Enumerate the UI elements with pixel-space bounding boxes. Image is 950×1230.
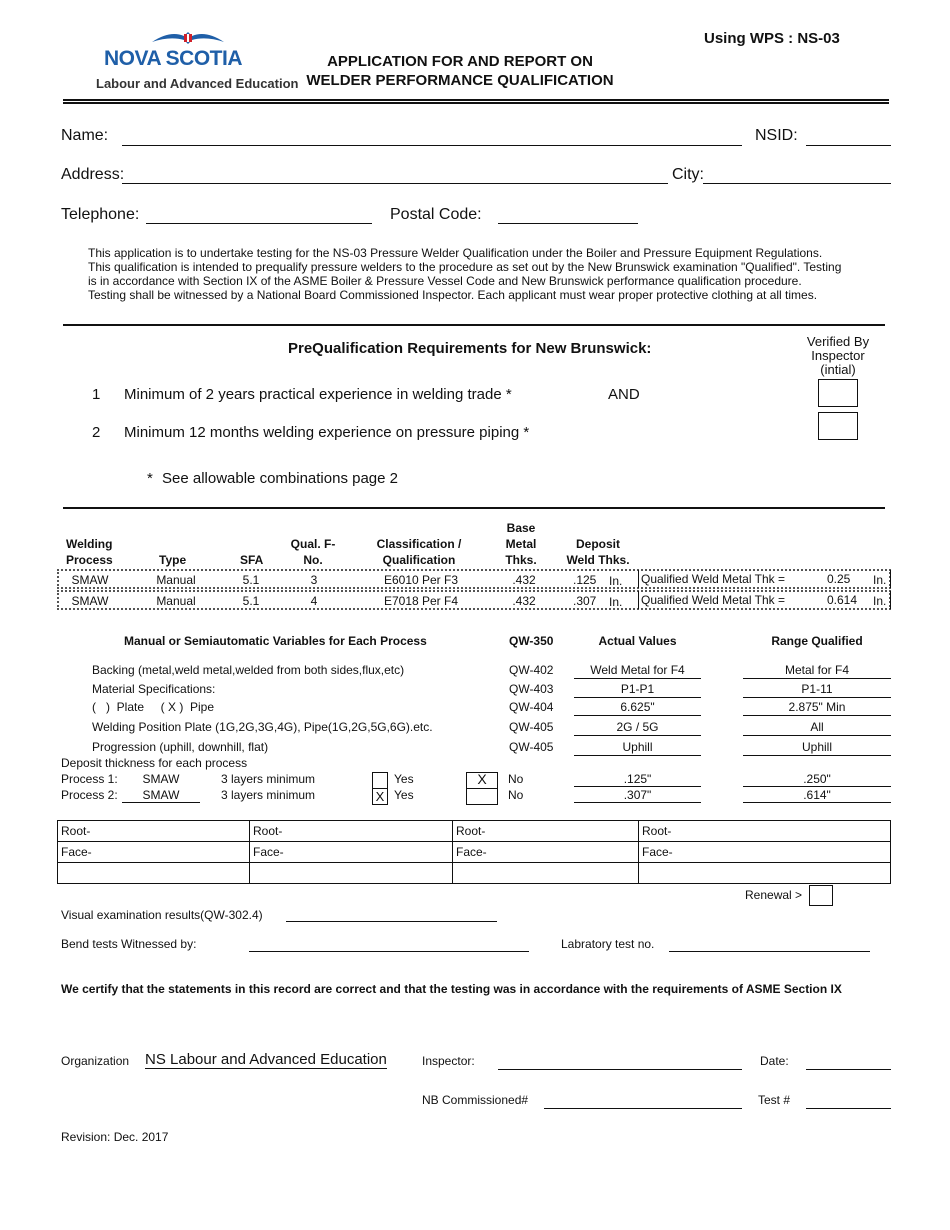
- col-sfa: SFA: [240, 553, 264, 567]
- address-label: Address:: [61, 166, 125, 183]
- verified-line-3: (intial): [820, 362, 856, 377]
- variable-qw: QW-404: [509, 700, 554, 714]
- variable-label: Welding Position Plate (1G,2G,3G,4G), Pipe(1G,2G,5G,6G).etc.: [92, 720, 433, 734]
- variable-actual[interactable]: 6.625": [574, 700, 701, 716]
- variable-qw: QW-403: [509, 682, 554, 696]
- inspector-field[interactable]: [498, 1054, 742, 1070]
- postal-code-label: Postal Code:: [390, 206, 482, 223]
- nsid-label: NSID:: [755, 127, 798, 144]
- date-field[interactable]: [806, 1054, 891, 1070]
- cell-sfa: 5.1: [242, 594, 260, 608]
- col-qualf-1: Qual. F-: [290, 537, 336, 551]
- variables-actual-header: Actual Values: [598, 634, 677, 648]
- variable-actual[interactable]: P1-P1: [574, 682, 701, 698]
- variable-range[interactable]: P1-11: [743, 682, 891, 698]
- variable-label: ( ) Plate ( X ) Pipe: [92, 700, 215, 714]
- deposit-title: Deposit thickness for each process: [61, 756, 248, 770]
- yes-checkbox[interactable]: [372, 772, 388, 789]
- cell-fno: 4: [310, 594, 318, 608]
- nsid-field[interactable]: [806, 130, 891, 146]
- variables-qw-header: QW-350: [509, 634, 554, 648]
- cell-base: .432: [512, 594, 536, 608]
- root-face-table: [57, 820, 891, 884]
- process-actual[interactable]: .307": [574, 788, 701, 803]
- table-row: [57, 590, 891, 610]
- process-label: Process 1:: [61, 772, 118, 786]
- variable-label: Backing (metal,weld metal,welded from both sides,flux,etc): [92, 663, 405, 677]
- bend-tests-label: Bend tests Witnessed by:: [61, 937, 197, 951]
- cell-type: Manual: [156, 573, 196, 587]
- variable-label: Material Specifications:: [92, 682, 216, 696]
- variables-range-header: Range Qualified: [771, 634, 863, 648]
- variable-qw: QW-405: [509, 740, 554, 754]
- table-row: [57, 569, 891, 589]
- qualified-value: 0.25: [827, 572, 851, 586]
- header-divider: [63, 99, 889, 104]
- cell-process: SMAW: [71, 594, 109, 608]
- variable-range[interactable]: Metal for F4: [743, 663, 891, 679]
- test-number-field[interactable]: [806, 1093, 891, 1109]
- inspector-initial-box-2[interactable]: [818, 412, 858, 440]
- root-cell[interactable]: Root-: [639, 821, 891, 842]
- no-checkbox[interactable]: X: [466, 772, 498, 789]
- face-cell[interactable]: Face-: [250, 842, 453, 863]
- logo-wordmark: NOVA SCOTIA: [104, 47, 243, 70]
- variable-actual[interactable]: 2G / 5G: [574, 720, 701, 736]
- cell-deposit: .307: [573, 594, 597, 608]
- city-label: City:: [672, 166, 704, 183]
- col-welding-process-2: Process: [66, 553, 113, 567]
- inspector-initial-box-1[interactable]: [818, 379, 858, 407]
- qualified-unit: In.: [873, 594, 887, 608]
- face-cell[interactable]: Face-: [639, 842, 891, 863]
- process-layers: 3 layers minimum: [221, 772, 316, 786]
- intro-line-4: Testing shall be witnessed by a National Board Commissioned Inspector. Each applicant must wear proper protective clothing at all times.: [88, 288, 818, 302]
- nb-commissioned-field[interactable]: [544, 1093, 742, 1109]
- prequal-title: PreQualification Requirements for New Brunswick:: [288, 340, 652, 357]
- blank-cell[interactable]: [58, 863, 250, 884]
- root-cell[interactable]: Root-: [58, 821, 250, 842]
- lab-test-field[interactable]: [669, 936, 870, 952]
- note-text: See allowable combinations page 2: [162, 470, 398, 487]
- variable-actual[interactable]: Weld Metal for F4: [574, 663, 701, 679]
- visual-exam-label: Visual examination results(QW-302.4): [61, 908, 263, 922]
- col-deposit-2: Weld Thks.: [566, 553, 630, 567]
- inspector-label: Inspector:: [422, 1054, 475, 1068]
- organization-field[interactable]: NS Labour and Advanced Education: [145, 1051, 387, 1068]
- organization-label: Organization: [61, 1054, 130, 1068]
- wps-label: Using WPS : NS-03: [704, 30, 840, 47]
- date-label: Date:: [760, 1054, 789, 1068]
- address-field[interactable]: [122, 168, 668, 184]
- bend-tests-field[interactable]: [249, 936, 529, 952]
- yes-checkbox[interactable]: X: [372, 788, 388, 805]
- yes-label: Yes: [394, 788, 414, 802]
- form-title-line1: APPLICATION FOR AND REPORT ON: [327, 53, 593, 70]
- face-cell[interactable]: Face-: [58, 842, 250, 863]
- col-deposit-1: Deposit: [575, 537, 620, 551]
- col-base-metal-3: Thks.: [505, 553, 537, 567]
- yes-label: Yes: [394, 772, 414, 786]
- qualified-unit: In.: [873, 573, 887, 587]
- process-layers: 3 layers minimum: [221, 788, 316, 802]
- cell-deposit: .125: [573, 573, 597, 587]
- no-label: No: [508, 788, 524, 802]
- intro-line-2: This qualification is intended to prequalify pressure welders to the procedure as set out by the New Brunswick examination "Qualified". Testing: [88, 260, 842, 274]
- variable-qw: QW-405: [509, 720, 554, 734]
- cell-classification: E6010 Per F3: [383, 573, 459, 587]
- process-range[interactable]: .614": [743, 788, 891, 803]
- table-row: [58, 863, 891, 884]
- qualified-value: 0.614: [827, 593, 858, 607]
- name-field[interactable]: [122, 130, 742, 146]
- face-cell[interactable]: Face-: [453, 842, 639, 863]
- qualified-cell: [638, 591, 891, 609]
- and-label: AND: [608, 386, 640, 403]
- variable-qw: QW-402: [509, 663, 554, 677]
- logo: [96, 28, 299, 94]
- cell-unit: In.: [609, 574, 623, 588]
- nb-commissioned-label: NB Commissioned#: [422, 1093, 529, 1107]
- qualified-cell: [638, 570, 891, 588]
- no-label: No: [508, 772, 524, 786]
- col-qualf-2: No.: [303, 553, 323, 567]
- cell-unit: In.: [609, 595, 623, 609]
- variable-range[interactable]: 2.875" Min: [743, 700, 891, 716]
- renewal-checkbox[interactable]: [809, 885, 833, 906]
- table-row: [58, 821, 891, 842]
- revision-label: Revision: Dec. 2017: [61, 1130, 169, 1144]
- process-actual[interactable]: .125": [574, 772, 701, 787]
- blank-cell[interactable]: [639, 863, 891, 884]
- qualified-label: Qualified Weld Metal Thk =: [641, 593, 785, 607]
- form-title-line2: WELDER PERFORMANCE QUALIFICATION: [306, 72, 614, 89]
- variable-actual[interactable]: Uphill: [574, 740, 701, 756]
- test-number-label: Test #: [758, 1093, 791, 1107]
- variables-title: Manual or Semiautomatic Variables for Each Process: [124, 634, 427, 648]
- cell-classification: E7018 Per F4: [383, 594, 459, 608]
- root-cell[interactable]: Root-: [453, 821, 639, 842]
- table-row: [58, 842, 891, 863]
- intro-line-3: is in accordance with Section IX of the ASME Boiler & Pressure Vessel Code and New Brunswick performance qualification procedure.: [88, 274, 802, 288]
- cell-process: SMAW: [71, 573, 109, 587]
- certification-statement: We certify that the statements in this record are correct and that the testing was in accordance with the requirements of ASME Section IX: [61, 982, 842, 996]
- telephone-field[interactable]: [146, 208, 372, 224]
- prequal-item-text: Minimum 12 months welding experience on pressure piping *: [124, 424, 530, 441]
- cell-sfa: 5.1: [242, 573, 260, 587]
- note-star: *: [147, 470, 153, 487]
- process-value[interactable]: SMAW: [142, 772, 180, 786]
- variable-range[interactable]: Uphill: [743, 740, 891, 756]
- col-classification-1: Classification /: [376, 537, 462, 551]
- col-classification-2: Qualification: [382, 553, 456, 567]
- root-cell[interactable]: Root-: [250, 821, 453, 842]
- intro-line-1: This application is to undertake testing for the NS-03 Pressure Welder Qualification under the Boiler and Pressure Equipment Regulations.: [88, 246, 823, 260]
- no-checkbox[interactable]: [466, 788, 498, 805]
- cell-type: Manual: [156, 594, 196, 608]
- postal-code-field[interactable]: [498, 208, 638, 224]
- verified-line-1: Verified By: [806, 334, 870, 349]
- col-welding-process-1: Welding: [66, 537, 113, 551]
- variable-label: Progression (uphill, downhill, flat): [92, 740, 269, 754]
- name-label: Name:: [61, 127, 109, 144]
- verified-line-2: Inspector: [811, 348, 865, 363]
- visual-exam-field[interactable]: [286, 906, 497, 922]
- variable-range[interactable]: All: [743, 720, 891, 736]
- prequal-item-number: 2: [92, 424, 101, 441]
- logo-subtitle: Labour and Advanced Education: [96, 76, 299, 91]
- process-range[interactable]: .250": [743, 772, 891, 787]
- blank-cell[interactable]: [250, 863, 453, 884]
- qualified-label: Qualified Weld Metal Thk =: [641, 572, 785, 586]
- section-divider-1: [63, 324, 885, 326]
- prequal-item-number: 1: [92, 386, 101, 403]
- prequal-item-text: Minimum of 2 years practical experience in welding trade *: [124, 386, 512, 403]
- col-base-metal-2: Metal: [505, 537, 537, 551]
- section-divider-2: [63, 507, 885, 509]
- process-value[interactable]: SMAW: [122, 788, 200, 803]
- col-type: Type: [159, 553, 187, 567]
- cell-fno: 3: [310, 573, 318, 587]
- telephone-label: Telephone:: [61, 206, 140, 223]
- lab-test-label: Labratory test no.: [561, 937, 655, 951]
- process-label: Process 2:: [61, 788, 118, 802]
- city-field[interactable]: [703, 168, 891, 184]
- renewal-label: Renewal >: [745, 888, 803, 902]
- cell-base: .432: [512, 573, 536, 587]
- blank-cell[interactable]: [453, 863, 639, 884]
- col-base-metal-1: Base: [506, 521, 536, 535]
